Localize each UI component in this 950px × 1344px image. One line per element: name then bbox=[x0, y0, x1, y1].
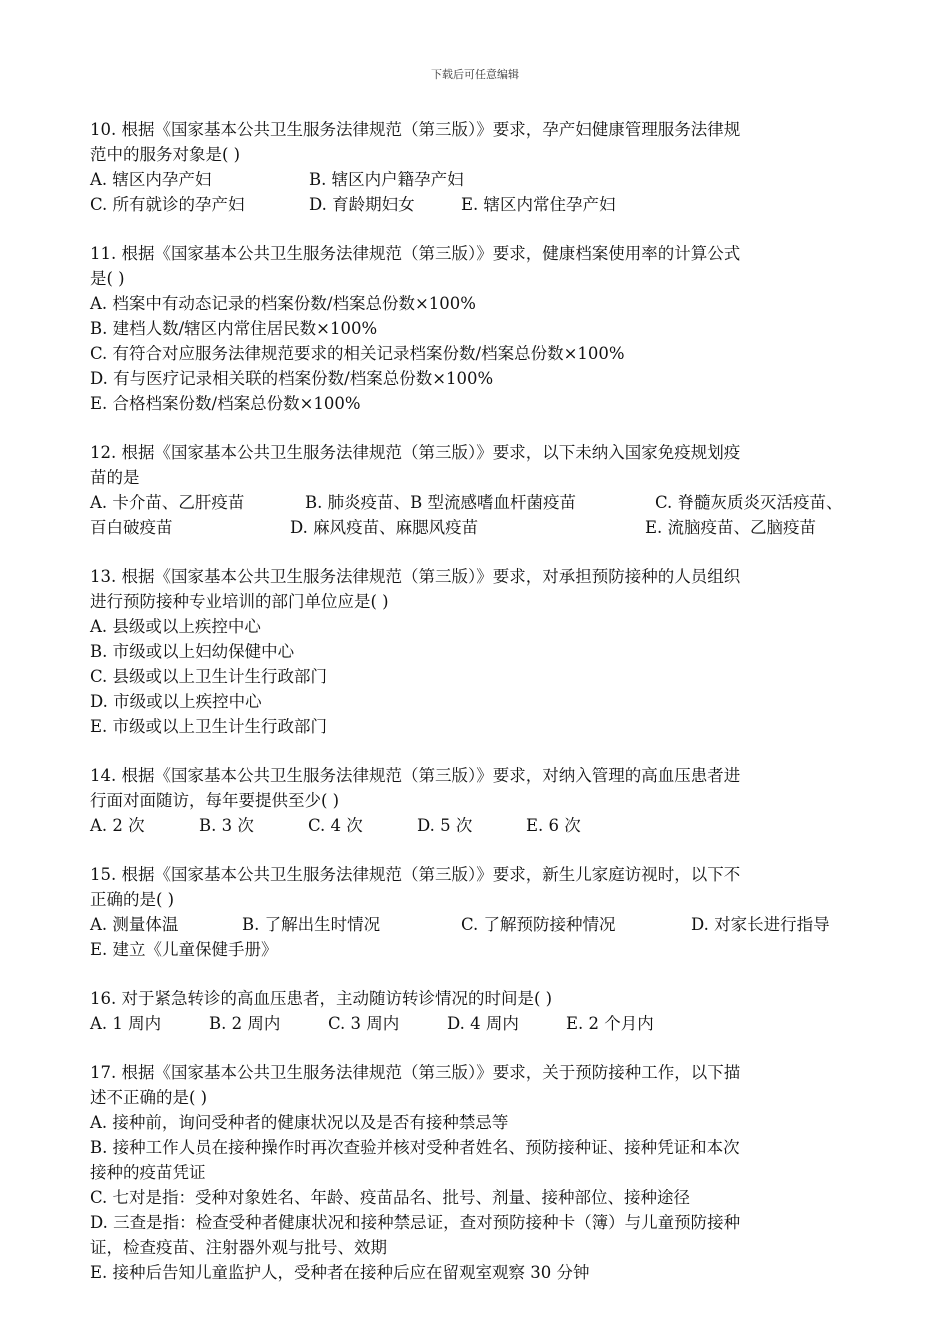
option-row bbox=[90, 192, 880, 217]
question-16 bbox=[90, 986, 880, 1036]
option-b: B. 3 次 bbox=[199, 816, 254, 835]
option-b: B. 了解出生时情况 bbox=[242, 915, 381, 934]
option-e: E. 2 个月内 bbox=[566, 1014, 654, 1033]
question-stem-line: 进行预防接种专业培训的部门单位应是( ) bbox=[90, 592, 389, 611]
option-b: B. 2 周内 bbox=[209, 1014, 281, 1033]
option-c: C. 脊髓灰质炎灭活疫苗、 bbox=[655, 493, 843, 512]
option-a: A. 测量体温 bbox=[90, 915, 179, 934]
page-header: 下载后可任意编辑 bbox=[431, 68, 519, 81]
option-d: D. 育龄期妇女 bbox=[309, 195, 415, 214]
question-stem-line: 14. 根据《国家基本公共卫生服务法律规范（第三版）》要求，对纳入管理的高血压患者进 bbox=[90, 766, 741, 785]
option-b: B. 肺炎疫苗、B 型流感嗜血杆菌疫苗 bbox=[305, 493, 576, 512]
option-c: C. 了解预防接种情况 bbox=[461, 915, 616, 934]
question-10 bbox=[90, 117, 880, 217]
option-d: D. 4 周内 bbox=[447, 1014, 519, 1033]
option-c: C. 七对是指：受种对象姓名、年龄、疫苗品名、批号、剂量、接种部位、接种途径 bbox=[90, 1188, 691, 1207]
question-12 bbox=[90, 440, 880, 540]
question-stem-line: 13. 根据《国家基本公共卫生服务法律规范（第三版）》要求，对承担预防接种的人员组织 bbox=[90, 567, 741, 586]
option-d: D. 麻风疫苗、麻腮风疫苗 bbox=[290, 518, 479, 537]
option-row bbox=[90, 813, 880, 838]
option-b-continued: 接种的疫苗凭证 bbox=[90, 1163, 206, 1182]
question-stem-line: 10. 根据《国家基本公共卫生服务法律规范（第三版）》要求，孕产妇健康管理服务法律规 bbox=[90, 120, 741, 139]
option-c: C. 3 周内 bbox=[328, 1014, 400, 1033]
option-a: A. 档案中有动态记录的档案份数/档案总份数×100% bbox=[90, 294, 476, 313]
option-c-continued: 百白破疫苗 bbox=[90, 518, 173, 537]
option-d: D. 对家长进行指导 bbox=[691, 915, 830, 934]
option-c: C. 所有就诊的孕产妇 bbox=[90, 195, 245, 214]
option-d: D. 5 次 bbox=[417, 816, 473, 835]
question-14 bbox=[90, 763, 880, 838]
question-list bbox=[90, 117, 880, 1309]
question-stem-line: 17. 根据《国家基本公共卫生服务法律规范（第三版）》要求，关于预防接种工作，以下描 bbox=[90, 1063, 741, 1082]
option-a: A. 县级或以上疾控中心 bbox=[90, 617, 261, 636]
option-d: D. 有与医疗记录相关联的档案份数/档案总份数×100% bbox=[90, 369, 494, 388]
option-row bbox=[90, 515, 880, 540]
option-row bbox=[90, 490, 880, 515]
option-c: C. 4 次 bbox=[308, 816, 363, 835]
option-a: A. 卡介苗、乙肝疫苗 bbox=[90, 493, 245, 512]
option-e: E. 6 次 bbox=[526, 816, 581, 835]
option-e: E. 流脑疫苗、乙脑疫苗 bbox=[645, 518, 817, 537]
option-a: A. 接种前，询问受种者的健康状况以及是否有接种禁忌等 bbox=[90, 1113, 509, 1132]
question-stem-line: 是( ) bbox=[90, 269, 125, 288]
question-stem-line: 行面对面随访，每年要提供至少( ) bbox=[90, 791, 340, 810]
option-b: B. 市级或以上妇幼保健中心 bbox=[90, 642, 295, 661]
option-e: E. 合格档案份数/档案总份数×100% bbox=[90, 394, 361, 413]
option-e: E. 市级或以上卫生计生行政部门 bbox=[90, 717, 328, 736]
option-row bbox=[90, 167, 880, 192]
question-stem-line: 11. 根据《国家基本公共卫生服务法律规范（第三版）》要求，健康档案使用率的计算公式 bbox=[90, 244, 741, 263]
option-e: E. 辖区内常住孕产妇 bbox=[461, 195, 616, 214]
question-13 bbox=[90, 564, 880, 739]
question-stem-line: 述不正确的是( ) bbox=[90, 1088, 208, 1107]
question-stem-line: 范中的服务对象是( ) bbox=[90, 145, 241, 164]
option-c: C. 县级或以上卫生计生行政部门 bbox=[90, 667, 328, 686]
option-d: D. 市级或以上疾控中心 bbox=[90, 692, 262, 711]
option-row bbox=[90, 1011, 880, 1036]
question-stem-line: 苗的是 bbox=[90, 468, 140, 487]
option-b: B. 接种工作人员在接种操作时再次查验并核对受种者姓名、预防接种证、接种凭证和本次 bbox=[90, 1138, 740, 1157]
option-d: D. 三查是指：检查受种者健康状况和接种禁忌证，查对预防接种卡（簿）与儿童预防接种 bbox=[90, 1213, 741, 1232]
question-stem-line: 正确的是( ) bbox=[90, 890, 175, 909]
question-stem-line: 12. 根据《国家基本公共卫生服务法律规范（第三版）》要求，以下未纳入国家免疫规划疫 bbox=[90, 443, 741, 462]
question-stem-line: 15. 根据《国家基本公共卫生服务法律规范（第三版）》要求，新生儿家庭访视时，以下不 bbox=[90, 865, 741, 884]
option-a: A. 辖区内孕产妇 bbox=[90, 170, 212, 189]
question-stem-line: 16. 对于紧急转诊的高血压患者，主动随访转诊情况的时间是( ) bbox=[90, 989, 553, 1008]
option-d-continued: 证，检查疫苗、注射器外观与批号、效期 bbox=[90, 1238, 387, 1257]
option-e: E. 建立《儿童保健手册》 bbox=[90, 940, 278, 959]
option-b: B. 建档人数/辖区内常住居民数×100% bbox=[90, 319, 378, 338]
option-a: A. 1 周内 bbox=[90, 1014, 162, 1033]
option-e: E. 接种后告知儿童监护人，受种者在接种后应在留观室观察 30 分钟 bbox=[90, 1263, 590, 1282]
question-11 bbox=[90, 241, 880, 416]
option-a: A. 2 次 bbox=[90, 816, 145, 835]
option-row bbox=[90, 912, 880, 937]
question-17 bbox=[90, 1060, 880, 1285]
option-b: B. 辖区内户籍孕产妇 bbox=[309, 170, 464, 189]
option-c: C. 有符合对应服务法律规范要求的相关记录档案份数/档案总份数×100% bbox=[90, 344, 625, 363]
question-15 bbox=[90, 862, 880, 962]
